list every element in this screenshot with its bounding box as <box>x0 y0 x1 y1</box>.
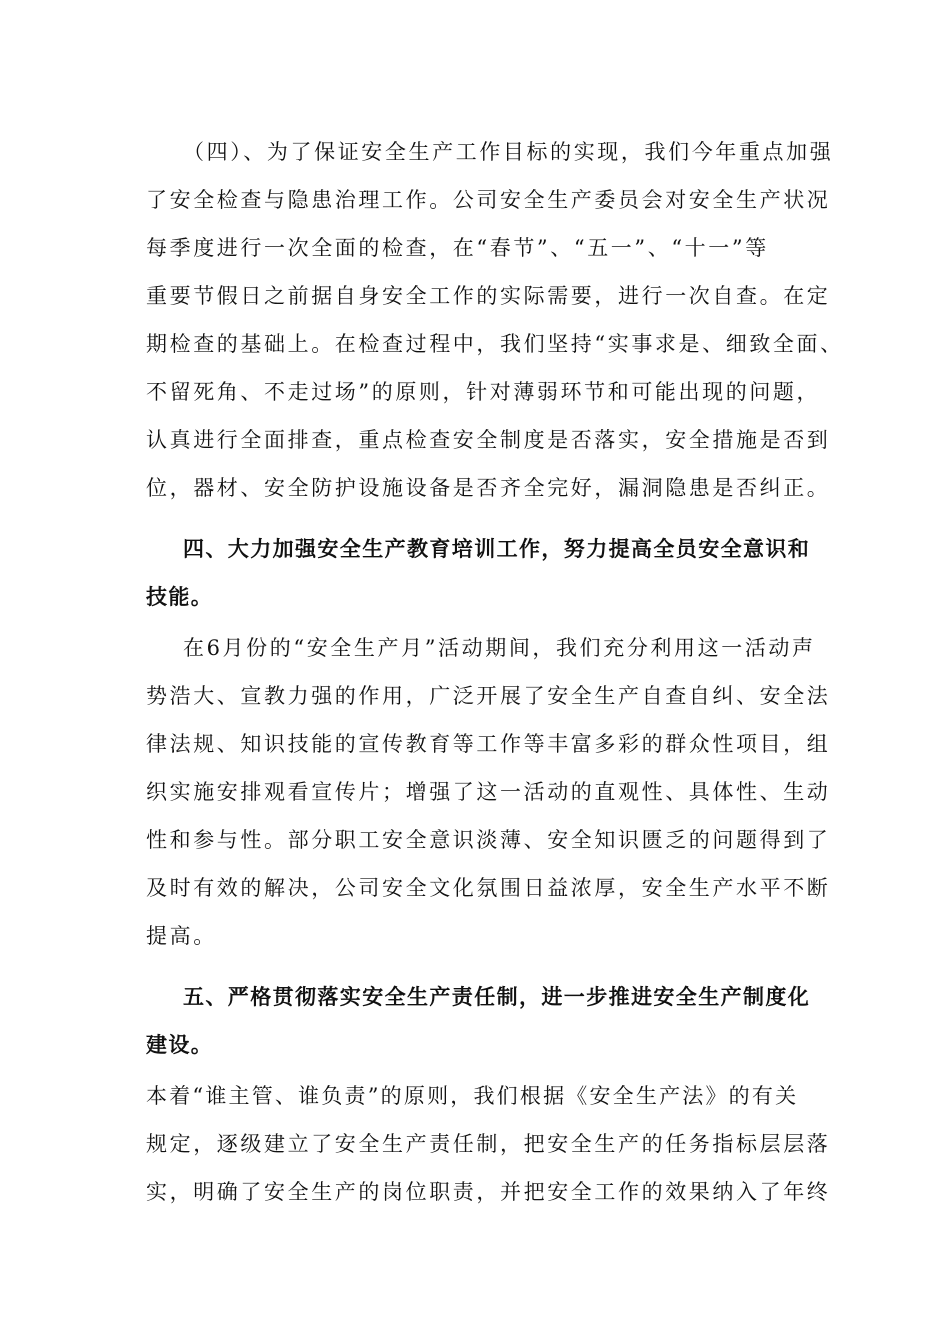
paragraph-5-line-1: 在6月份的“安全生产月”活动期间，我们充分利用这一活动声 <box>183 636 816 660</box>
section-4-heading-line-2: 技能。 <box>146 585 214 609</box>
paragraph-5-line-2: 势浩大、宣教力强的作用，广泛开展了安全生产自查自纠、安全法 <box>146 684 831 708</box>
paragraph-4-line-6: 不留死角、不走过场”的原则，针对薄弱环节和可能出现的问题， <box>146 380 821 404</box>
paragraph-4-line-8: 位，器材、安全防护设施设备是否齐全完好，漏洞隐患是否纠正。 <box>146 476 831 500</box>
paragraph-6-line-2: 规定，逐级建立了安全生产责任制，把安全生产的任务指标层层落 <box>146 1132 831 1156</box>
paragraph-6-line-1: 本着“谁主管、谁负责”的原则，我们根据《安全生产法》的有关 <box>146 1084 799 1108</box>
section-4-heading-line-1: 四、大力加强安全生产教育培训工作，努力提高全员安全意识和 <box>183 537 811 561</box>
paragraph-4-line-3: 每季度进行一次全面的检查，在“春节”、“五一”、“十一”等 <box>146 236 769 260</box>
paragraph-6-line-3: 实，明确了安全生产的岗位职责，并把安全工作的效果纳入了年终 <box>146 1180 831 1204</box>
paragraph-5-line-7: 提高。 <box>146 924 217 948</box>
paragraph-4-line-4: 重要节假日之前据自身安全工作的实际需要，进行一次自查。在定 <box>146 284 831 308</box>
section-5-heading-line-1: 五、严格贯彻落实安全生产责任制，进一步推进安全生产制度化 <box>183 985 811 1009</box>
paragraph-4-line-2: 了安全检查与隐患治理工作。公司安全生产委员会对安全生产状况 <box>146 188 831 212</box>
section-5-heading-line-2: 建设。 <box>146 1033 214 1057</box>
paragraph-5-line-6: 及时有效的解决，公司安全文化氛围日益浓厚，安全生产水平不断 <box>146 876 831 900</box>
paragraph-4-line-1: （四）、为了保证安全生产工作目标的实现，我们今年重点加强 <box>183 140 834 164</box>
paragraph-5-line-4: 织实施安排观看宣传片；增强了这一活动的直观性、具体性、生动 <box>146 780 831 804</box>
paragraph-5-line-3: 律法规、知识技能的宣传教育等工作等丰富多彩的群众性项目，组 <box>146 732 831 756</box>
paragraph-5-line-5: 性和参与性。部分职工安全意识淡薄、安全知识匮乏的问题得到了 <box>146 828 831 852</box>
paragraph-4-line-5: 期检查的基础上。在检查过程中，我们坚持“实事求是、细致全面、 <box>146 332 844 356</box>
paragraph-4-line-7: 认真进行全面排查，重点检查安全制度是否落实，安全措施是否到 <box>146 428 831 452</box>
